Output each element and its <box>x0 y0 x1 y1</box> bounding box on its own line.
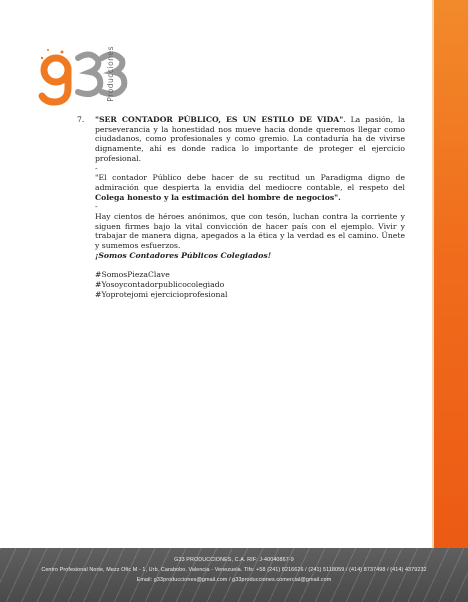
footer-company: G33 PRODUCCIONES, C.A. RIF: J-40040867-9 <box>174 557 294 563</box>
item-title: "SER CONTADOR PÚBLICO, ES UN ESTILO DE VIDA" <box>95 115 344 124</box>
list-item-7 <box>77 115 405 164</box>
footer <box>0 548 468 602</box>
footer-email: Email: g33producciones@gmail.com / g33producciones.comercial@gmail.com <box>136 577 332 583</box>
orange-side-band <box>434 0 468 548</box>
slogan: ¡Somos Contadores Públicos Colegiados! <box>95 250 272 260</box>
item-number: 7. <box>77 115 85 124</box>
hashtag-2: #Yosoycontadorpublicocolegiado <box>95 279 225 289</box>
item-body: . La pasión, la perseverancia y la honestidad nos mueve hacia donde queremos llegar como ciudadanos, como profesionales y como gremio. La contaduría ha de vivirse dignamente, ahí es donde radica lo importante de proteger el ejercicio profesional. <box>95 115 406 163</box>
quote-start: "El contador Público debe hacer de su rectitud un Paradigma digno de admiración que despierta la envidia del mediocre contable, el respeto del <box>95 173 405 192</box>
quote-bold: Colega honesto y la estimación del hombre de negocios". <box>95 192 341 202</box>
hashtag-1: #SomosPiezaClave <box>95 270 170 280</box>
footer-address: Centro Profesional Norte, Mezz Ofic M - 1, Urb. Carabobo. Valencia - Venezuela. Tlfs: +58 (241) 8216626 / (241) 5118059 / (414) 8737498 / (414) 4379232 <box>41 567 427 573</box>
heroes-paragraph: Hay cientos de héroes anónimos, que con tesón, luchan contra la corriente y siguen firmes bajo la vital convicción de hacer país con el ejemplo. Vivir y trabajar de manera digna, apegados a la ética y la verdad es el camino. Únete y sumemos esfuerzos. <box>95 212 405 251</box>
item-paragraph <box>95 115 405 164</box>
logo-side-text: Producciones <box>106 46 115 102</box>
separator-2: - <box>95 202 98 212</box>
quote-paragraph <box>77 173 405 202</box>
separator-1: - <box>95 163 98 173</box>
document-body <box>77 115 405 299</box>
hashtag-3: #Yoprotejomi ejercicioprofesional <box>95 289 228 299</box>
